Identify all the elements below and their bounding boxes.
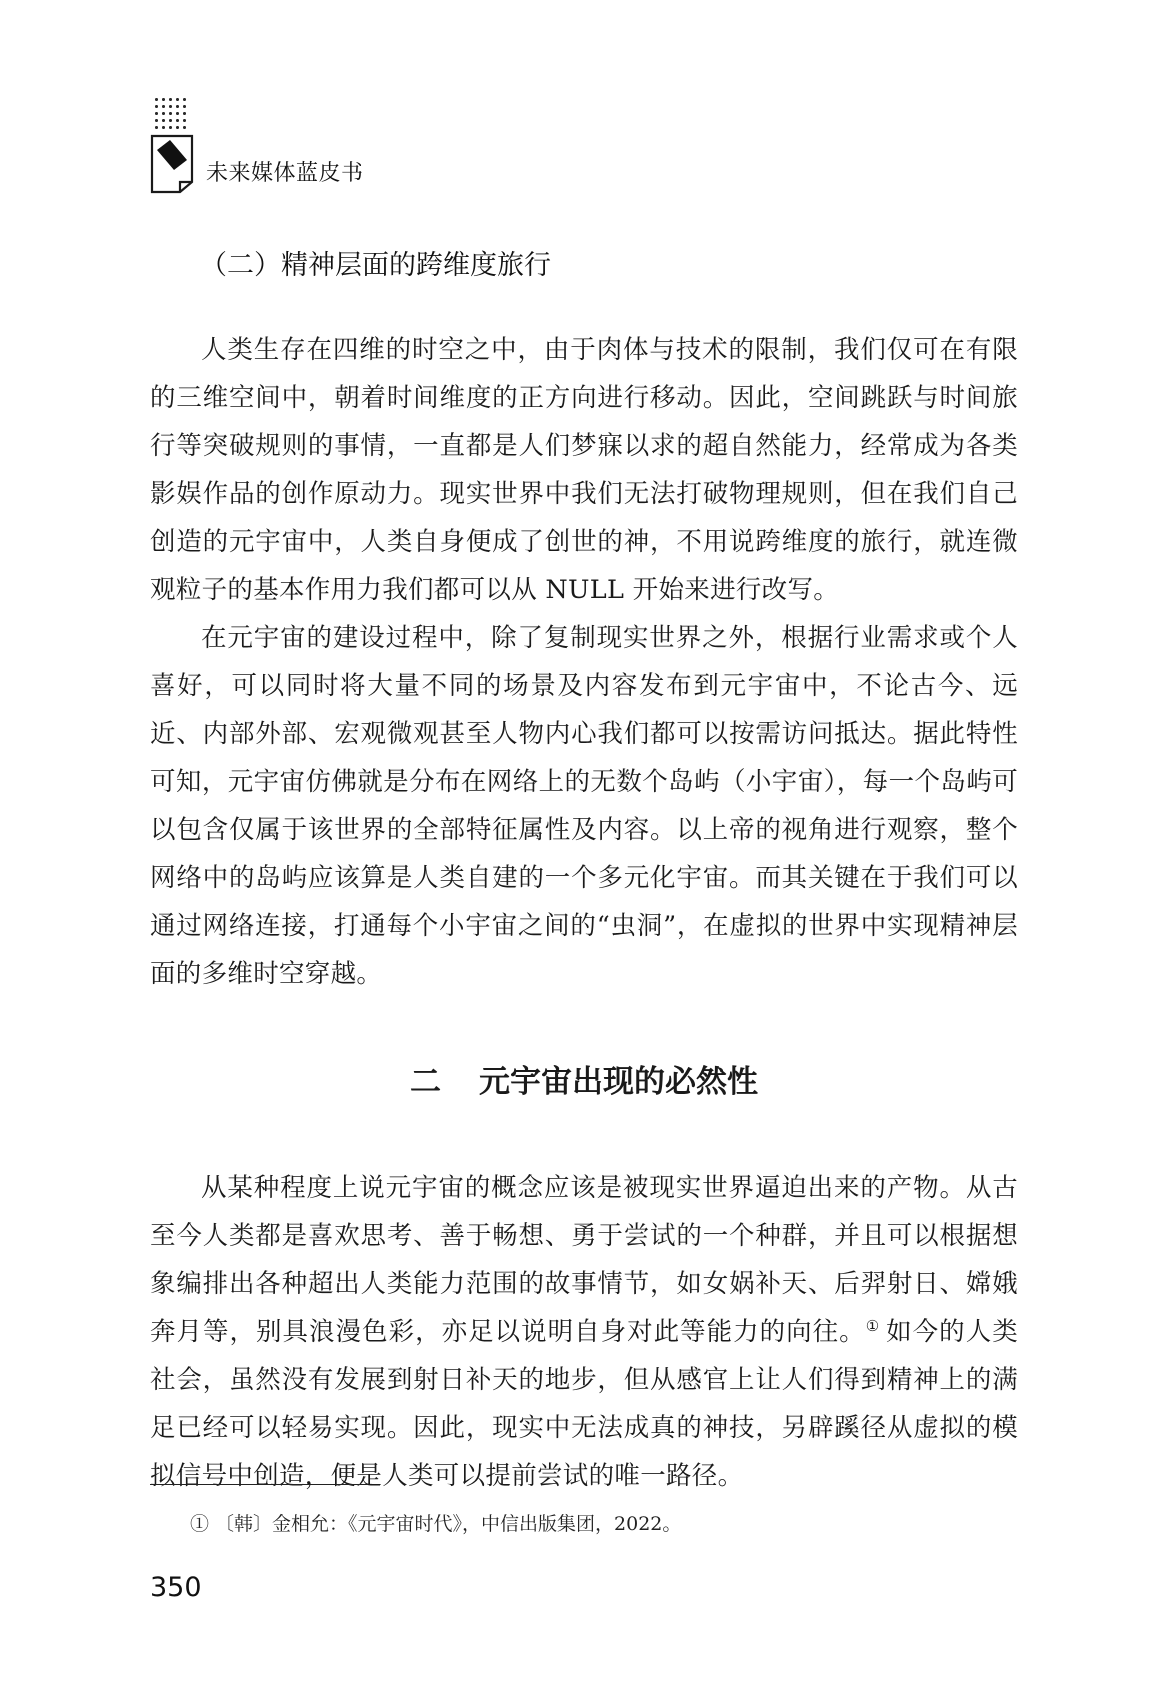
paragraph-text-before-ref: 从某种程度上说元宇宙的概念应该是被现实世界逼迫出来的产物。从古至今人类都是喜欢思考、善于畅想、勇于尝试的一个种群，并且可以根据想象编排出各种超出人类能力范围的故事情节，如女娲补天、后羿射日、嫦娥奔月等，别具浪漫色彩，亦足以说明自身对此等能力的向往。 [150,1173,1018,1347]
section-number: 二 [410,1064,441,1100]
book-title: 未来媒体蓝皮书 [206,161,364,186]
section-title [150,1056,1018,1108]
book-corner-icon [150,134,194,194]
footnote-reference[interactable]: ① [865,1316,881,1335]
dot-grid-icon [153,96,189,130]
body-paragraph-1: 人类生存在四维的时空之中，由于肉体与技术的限制，我们仅可在有限的三维空间中，朝着时间维度的正方向进行移动。因此，空间跳跃与时间旅行等突破规则的事情，一直都是人们梦寐以求的超自然能力，经常成为各类影娱作品的创作原动力。现实世界中我们无法打破物理规则，但在我们自己创造的元宇宙中，人类自身便成了创世的神，不用说跨维度的旅行，就连微观粒子的基本作用力我们都可以从 NULL 开始来进行改写。 [150,335,1018,605]
footnote: ① 〔韩〕金相允：《元宇宙时代》，中信出版集团，2022。 [190,1513,682,1535]
page-body [150,240,1018,1500]
page-number: 350 [150,1572,202,1603]
section-title-text: 元宇宙出现的必然性 [479,1064,758,1100]
footnote-divider [150,1484,368,1485]
paragraph-text-after-ref: 如今的人类社会，虽然没有发展到射日补天的地步，但从感官上让人们得到精神上的满足已经可以轻易实现。因此，现实中无法成真的神技，另辟蹊径从虚拟的模拟信号中创造，便是人类可以提前尝试的唯一路径。 [150,1317,1019,1491]
body-paragraph-2: 在元宇宙的建设过程中，除了复制现实世界之外，根据行业需求或个人喜好，可以同时将大量不同的场景及内容发布到元宇宙中，不论古今、远近、内部外部、宏观微观甚至人物内心我们都可以按需访问抵达。据此特性可知，元宇宙仿佛就是分布在网络上的无数个岛屿（小宇宙），每一个岛屿可以包含仅属于该世界的全部特征属性及内容。以上帝的视角进行观察，整个网络中的岛屿应该算是人类自建的一个多元化宇宙。而其关键在于我们可以通过网络连接，打通每个小宇宙之间的“虫洞”，在虚拟的世界中实现精神层面的多维时空穿越。 [150,623,1018,989]
subsection-title: （二）精神层面的跨维度旅行 [200,250,551,281]
running-header [150,96,550,206]
body-paragraph-3 [150,1164,1018,1500]
